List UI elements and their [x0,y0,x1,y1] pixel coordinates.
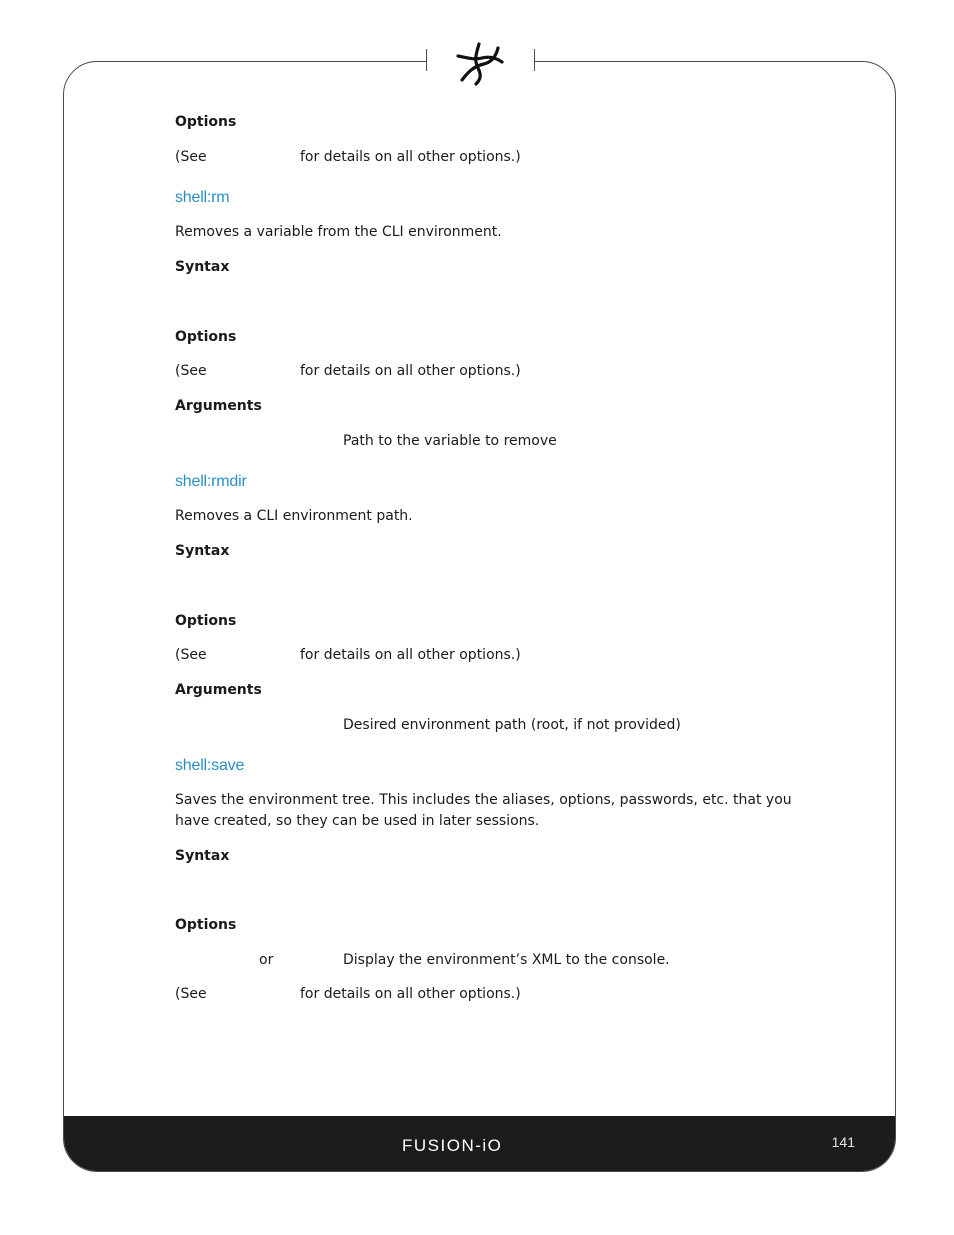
options-heading: Options [175,917,237,933]
section-description: Saves the environment tree. This includes the aliases, options, passwords, etc. that you have created, so they can be used in later sessions. [175,792,792,829]
option-or: or [259,952,274,968]
svg-text:FUSION-iO: FUSION-iO [402,1136,503,1155]
options-heading: Options [175,613,237,629]
footer-bar [64,1116,895,1171]
see-suffix: for details on all other options.) [300,363,521,379]
header-divider-right [534,49,535,71]
see-suffix: for details on all other options.) [300,986,521,1002]
header-divider-left [426,49,427,71]
page-number: 141 [831,1134,855,1150]
see-prefix: (See [175,647,207,663]
syntax-heading: Syntax [175,543,230,559]
syntax-heading: Syntax [175,259,230,275]
section-description: Removes a CLI environment path. [175,508,413,524]
argument-description: Desired environment path (root, if not provided) [343,717,681,733]
option-description: Display the environment’s XML to the console. [343,952,670,968]
section-title-shell-save: shell:save [175,757,245,774]
options-heading: Options [175,329,237,345]
fusion-io-star-icon [452,40,506,86]
section-title-shell-rm: shell:rm [175,189,230,206]
arguments-heading: Arguments [175,682,262,698]
brand-logo [402,1134,562,1156]
see-prefix: (See [175,986,207,1002]
arguments-heading: Arguments [175,398,262,414]
syntax-heading: Syntax [175,848,230,864]
see-suffix: for details on all other options.) [300,647,521,663]
section-title-shell-rmdir: shell:rmdir [175,473,247,490]
argument-description: Path to the variable to remove [343,433,557,449]
see-suffix: for details on all other options.) [300,149,521,165]
see-prefix: (See [175,149,207,165]
section-description: Removes a variable from the CLI environment. [175,224,502,240]
see-prefix: (See [175,363,207,379]
options-heading: Options [175,114,237,130]
